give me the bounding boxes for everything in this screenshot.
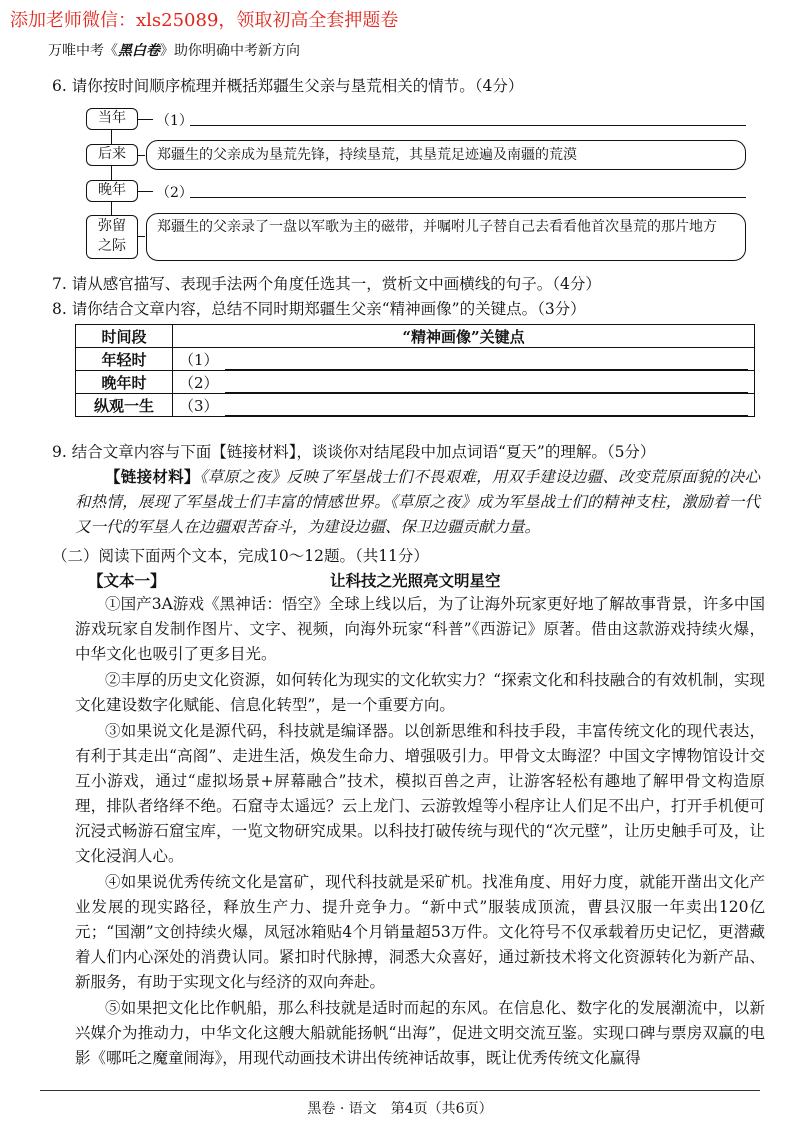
promo-banner: 添加老师微信：xls25089，领取初高全套押题卷 xyxy=(10,10,399,31)
flow-blank-1: （1） xyxy=(156,113,193,129)
key-points-table xyxy=(75,324,755,417)
paragraph: ⑤如果把文化比作帆船，那么科技就是适时而起的东风。在信息化、数字化的发展潮流中，以新兴媒介为推动力，中华文化这艘大船就能扬帆“出海”，促进文明交流互鉴。实现口碑与票房双赢的电影《哪吒之魔童闹海》，用现代动画技术讲出传统神话故事，既让优秀传统文化赢得 xyxy=(75,999,765,1067)
header-prefix: 万唯中考《 xyxy=(48,43,118,59)
answer-num: （2） xyxy=(179,373,219,392)
table-cell-answer[interactable] xyxy=(173,394,755,417)
table-cell-answer[interactable] xyxy=(173,348,755,371)
section-2-heading: （二）阅读下面两个文本，完成10～12题。（共11分） xyxy=(52,547,429,565)
answer-num: （1） xyxy=(179,350,219,369)
table-cell-period: 晚年时 xyxy=(76,371,173,394)
flow-label-1: 当年 xyxy=(86,108,138,130)
flow-label-3: 晚年 xyxy=(86,180,138,202)
header-suffix: 》助你明确中考新方向 xyxy=(160,43,300,59)
flow-content-2: 郑疆生的父亲成为垦荒先锋，持续垦荒，其垦荒足迹遍及南疆的荒漠 xyxy=(146,140,746,170)
table-row xyxy=(76,348,755,371)
question-6: 6. 请你按时间顺序梳理并概括郑疆生父亲与垦荒相关的情节。（4分） xyxy=(52,77,524,95)
table-header-keypoint: “精神画像”关键点 xyxy=(173,325,755,348)
link-material xyxy=(75,464,760,540)
text1-body xyxy=(75,592,765,1071)
table-row xyxy=(76,394,755,417)
flow-label-2: 后来 xyxy=(86,144,138,166)
table-cell-period: 年轻时 xyxy=(76,348,173,371)
material-label: 【链接材料】 xyxy=(105,467,200,486)
footer-divider xyxy=(40,1090,760,1091)
text1-label: 【文本一】 xyxy=(88,571,166,590)
answer-line-3[interactable] xyxy=(190,197,746,198)
question-8: 8. 请你结合文章内容，总结不同时期郑疆生父亲“精神画像”的关键点。（3分） xyxy=(52,300,586,318)
answer-line-1[interactable] xyxy=(190,125,746,126)
answer-line[interactable] xyxy=(225,378,748,393)
brand-name: 黑白卷 xyxy=(118,43,160,59)
paragraph: ②丰厚的历史文化资源，如何转化为现实的文化软实力？“探索文化和科技融合的有效机制，实现文化建设数字化赋能、信息化转型”，是一个重要方向。 xyxy=(75,671,765,714)
table-cell-answer[interactable] xyxy=(173,371,755,394)
answer-line[interactable] xyxy=(225,355,748,370)
material-text: 《草原之夜》反映了军垦战士们不畏艰难，用双手建设边疆、改变荒原面貌的决心和热情，展现了军垦战士们丰富的情感世界。《草原之夜》成为军垦战士们的精神支柱，激励着一代又一代的军垦人在边疆艰苦奋斗，为建设边疆、保卫边疆贡献力量。 xyxy=(75,468,760,536)
answer-num: （3） xyxy=(179,396,219,415)
table-header-period: 时间段 xyxy=(76,325,173,348)
paragraph: ①国产3A游戏《黑神话：悟空》全球上线以后，为了让海外玩家更好地了解故事背景，许多中国游戏玩家自发制作图片、文字、视频，向海外玩家“科普”《西游记》原著。借由这款游戏持续火爆，中华文化也吸引了更多目光。 xyxy=(75,595,765,663)
flow-blank-3: （2） xyxy=(156,185,193,201)
table-header-row xyxy=(76,325,755,348)
text1-title: 让科技之光照亮文明星空 xyxy=(330,571,501,590)
page-footer: 黑卷 · 语文 第4页（共6页） xyxy=(307,1101,493,1117)
question-7: 7. 请从感官描写、表现手法两个角度任选其一，赏析文中画横线的句子。（4分） xyxy=(52,275,601,293)
flow-content-4: 郑疆生的父亲录了一盘以军歌为主的磁带，并嘱咐儿子替自己去看看他首次垦荒的那片地方 xyxy=(146,213,746,261)
page-header xyxy=(48,40,300,60)
question-9: 9. 结合文章内容与下面【链接材料】，谈谈你对结尾段中加点词语“夏天”的理解。（5分） xyxy=(52,443,656,461)
paragraph: ③如果说文化是源代码，科技就是编译器。以创新思维和科技手段，丰富传统文化的现代表达，有利于其走出“高阁”、走进生活，焕发生命力、增强吸引力。甲骨文太晦涩？中国文字博物馆设计交互小游戏，通过“虚拟场景+屏幕融合”技术，模拟百兽之声，让游客轻松有趣地了解甲骨文构造原理，排队者络绎不绝。石窟寺太遥远？云上龙门、云游敦煌等小程序让人们足不出户，打开手机便可沉浸式畅游石窟宝库，一览文物研究成果。以科技打破传统与现代的“次元壁”，让历史触手可及，让文化浸润人心。 xyxy=(75,722,765,865)
answer-line[interactable] xyxy=(225,401,748,416)
table-cell-period: 纵观一生 xyxy=(76,394,173,417)
paragraph: ④如果说优秀传统文化是富矿，现代科技就是采矿机。找准角度、用好力度，就能开凿出文化产业发展的现实路径，释放生产力、提升竞争力。“新中式”服装成顶流，曹县汉服一年卖出120亿元；“国潮”文创持续火爆，凤冠冰箱贴4个月销量超53万件。文化符号不仅承载着历史记忆，更潜藏着人们内心深处的消费认同。紧扣时代脉搏，洞悉大众喜好，通过新技术将文化资源转化为新产品、新服务，有助于实现文化与经济的双向奔赴。 xyxy=(75,873,765,991)
flow-label-4: 弥留之际 xyxy=(86,215,138,259)
table-row xyxy=(76,371,755,394)
